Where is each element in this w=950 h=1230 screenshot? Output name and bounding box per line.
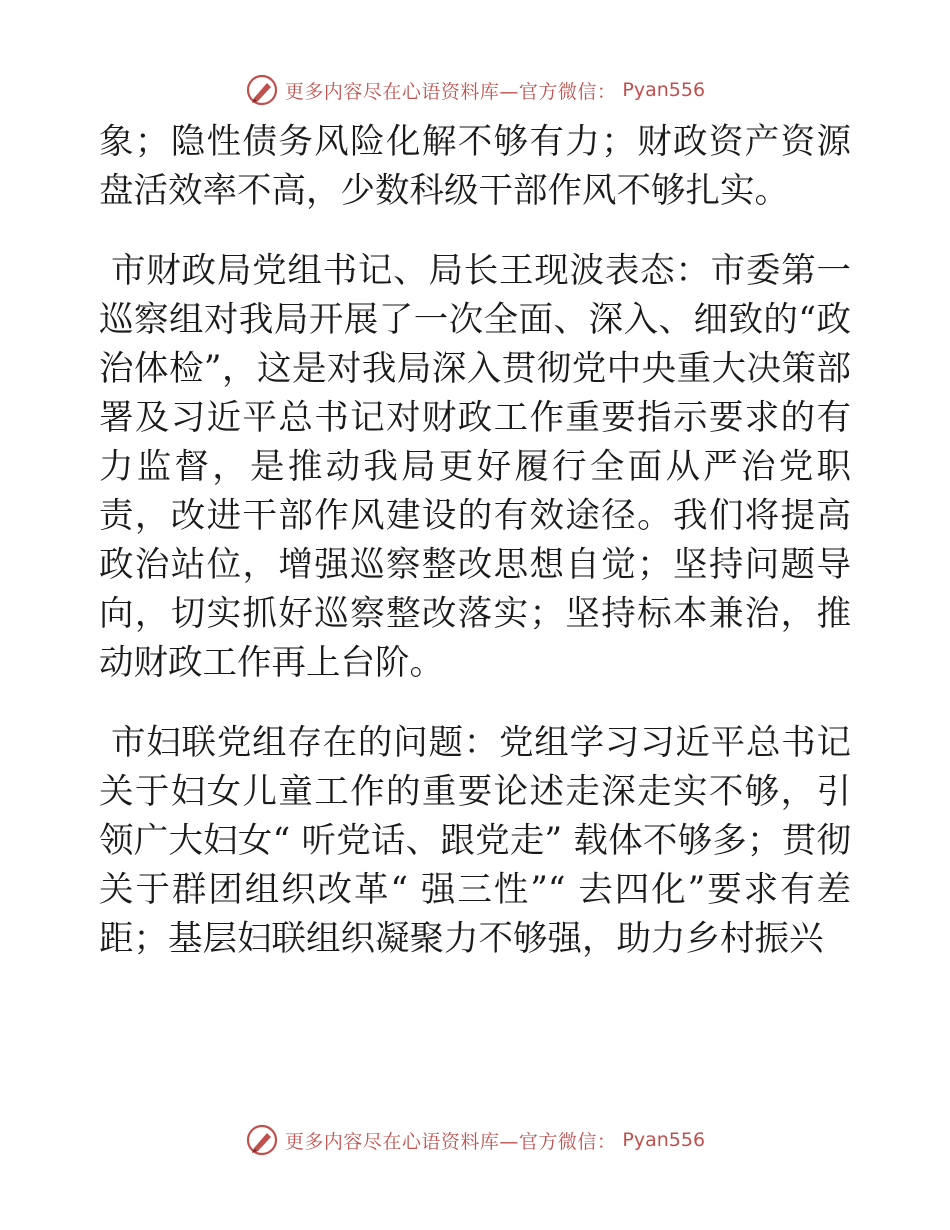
watermark-brand: Pyan556 (622, 1129, 706, 1151)
footer-watermark (0, 1120, 950, 1160)
paragraph-2: 市财政局党组书记、局长王现波表态：市委第一巡察组对我局开展了一次全面、深入、细致的“政治体检”，这是对我局深入贯彻党中央重大决策部署及习近平总书记对财政工作重要指示要求的有力监督，是推动我局更好履行全面从严治党职责，改进干部作风建设的有效途径。我们将提高政治站位，增强巡察整改思想自觉；坚持问题导向，切实抓好巡察整改落实；坚持标本兼治，推动财政工作再上台阶。 (99, 251, 851, 683)
pen-logo-icon (245, 73, 279, 107)
document-body (99, 118, 851, 964)
watermark-brand: Pyan556 (622, 79, 706, 101)
paragraph-3: 市妇联党组存在的问题：党组学习习近平总书记关于妇女儿童工作的重要论述走深走实不够，引领广大妇女“ 听党话、跟党走” 载体不够多；贯彻关于群团组织改革“ 强三性”“ 去四化”要求有差距；基层妇联组织凝聚力不够强，助力乡村振兴 (99, 723, 851, 959)
pen-logo-icon (245, 1123, 279, 1157)
paragraph-1: 象；隐性债务风险化解不够有力；财政资产资源盘活效率不高，少数科级干部作风不够扎实。 (99, 122, 851, 211)
header-watermark (0, 70, 950, 110)
watermark-text: 更多内容尽在心语资料库—官方微信： (284, 1130, 617, 1153)
watermark-text: 更多内容尽在心语资料库—官方微信： (284, 80, 617, 103)
